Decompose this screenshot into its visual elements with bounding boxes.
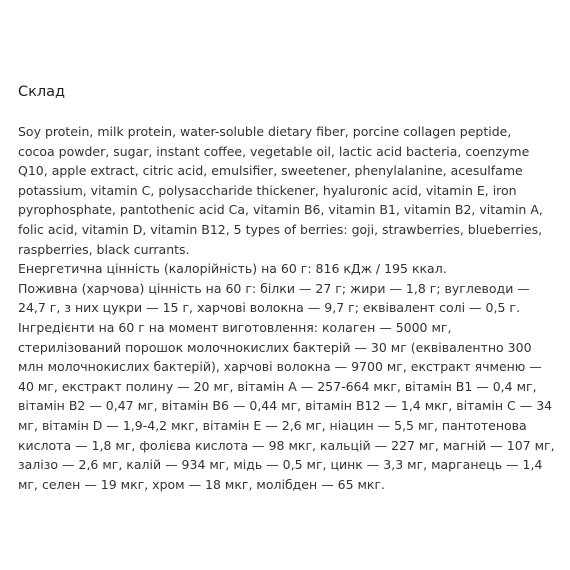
text-line: Q10, apple extract, citric acid, emulsifier, sweetener, phenylalanine, acesulfame	[18, 163, 523, 179]
energy-value-line: Енергетична цінність (калорійність) на 60 г: 816 кДж / 195 ккал.	[18, 261, 447, 277]
text-line: Soy protein, milk protein, water-soluble dietary fiber, porcine collagen peptide,	[18, 124, 512, 139]
text-line: folic acid, vitamin D, vitamin B12, 5 types of berries: goji, strawberries, blueberries,	[18, 221, 543, 237]
text-line: pyrophosphate, pantothenic acid Ca, vitamin B6, vitamin B1, vitamin B2, vitamin A,	[18, 202, 543, 218]
ingredients-line: залізо — 2,6 мг, калій — 934 мг, мідь — 0,5 мг, цинк — 3,3 мг, марганець — 1,4	[18, 457, 543, 473]
ingredients-line: стерилізований порошок молочнокислих бактерій — 30 мг (еквівалентно 300	[18, 339, 532, 355]
ingredients-line: вітамін В2 — 0,47 мг, вітамін В6 — 0,44 мг, вітамін В12 — 1,4 мкг, вітамін С — 34	[18, 398, 553, 414]
text-line: raspberries, black currants.	[18, 241, 190, 257]
composition-text	[18, 122, 556, 494]
ingredients-line: млн молочнокислих бактерій), харчові волокна — 9700 мг, екстракт ячменю —	[18, 359, 542, 375]
ingredients-line: мг, вітамін D — 1,9-4,2 мкг, вітамін Е — 2,6 мг, ніацин — 5,5 мг, пантотенова	[18, 417, 527, 433]
ingredients-line: Інгредієнти на 60 г на момент виготовлення: колаген — 5000 мг,	[18, 319, 452, 335]
nutrition-line: Поживна (харчова) цінність на 60 г: білки — 27 г; жири — 1,8 г; вуглеводи —	[18, 280, 530, 296]
section-heading: Склад	[18, 84, 66, 100]
ingredients-line: 40 мг, екстракт полину — 20 мг, вітамін А — 257-664 мкг, вітамін В1 — 0,4 мг,	[18, 378, 537, 394]
nutrition-line: 24,7 г, з них цукри — 15 г, харчові волокна — 9,7 г; еквівалент солі — 0,5 г.	[18, 300, 520, 316]
text-line: cocoa powder, sugar, instant coffee, vegetable oil, lactic acid bacteria, coenzyme	[18, 143, 530, 159]
composition-section	[18, 82, 556, 494]
text-line: potassium, vitamin C, polysaccharide thickener, hyaluronic acid, vitamin E, iron	[18, 182, 517, 198]
ingredients-line: мг, селен — 19 мкг, хром — 18 мкг, молібден — 65 мкг.	[18, 476, 386, 492]
ingredients-line: кислота — 1,8 мг, фолієва кислота — 98 мкг, кальцій — 227 мг, магній — 107 мг,	[18, 437, 555, 453]
